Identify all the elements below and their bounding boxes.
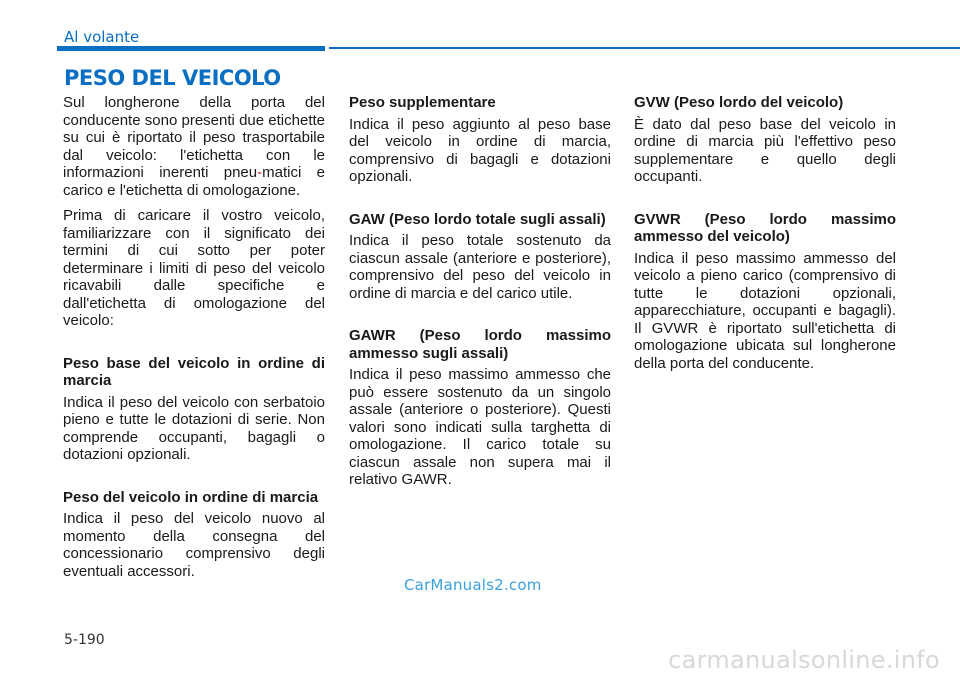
body-gawr: Indica il peso massimo ammesso che può essere sostenuto da un singolo assale (anteriore o posteriore). Questi valori sono indicati sulla targhetta di omologazione. Il carico totale su ciascun assale non supera mai il relativo GAWR. <box>349 366 611 488</box>
heading-gvw: GVW (Peso lordo del veicolo) <box>634 94 844 111</box>
heading-delivered-weight: Peso del veicolo in ordine di marcia <box>63 488 319 506</box>
intro-text-part-1: Sul longherone della porta del conducente sono presenti due etichette su cui è riportato il peso trasportabile dal veicolo: l'etichetta con le informazioni inerenti pneu <box>63 94 325 181</box>
intro-paragraph-1 <box>63 94 325 199</box>
header-rule-thick <box>57 46 325 51</box>
hyphen-mark: - <box>257 164 263 181</box>
header-rule-thin <box>329 47 960 49</box>
body-delivered-weight: Indica il peso del veicolo nuovo al momento della consegna del concessionario comprensivo degli eventuali accessori. <box>63 510 325 580</box>
watermark: CarManuals2.com <box>404 576 542 594</box>
body-curb-weight: Indica il peso del veicolo con serbatoio pieno e tutte le dotazioni di serie. Non comprende occupanti, bagagli o dotazioni opzionali. <box>63 393 325 463</box>
heading-gawr: GAWR (Peso lordo massimo ammesso sugli assali) <box>349 327 611 362</box>
spacer <box>349 310 611 327</box>
page-number: 5-190 <box>64 632 105 648</box>
text-column-2 <box>349 94 611 497</box>
body-cargo-weight: Indica il peso aggiunto al peso base del veicolo in ordine di marcia, comprensivo di bagagli e dotazioni opzionali. <box>349 115 611 185</box>
spacer <box>349 194 611 211</box>
heading-curb-weight: Peso base del veicolo in ordine di marcia <box>63 354 325 389</box>
text-column-1 <box>63 94 325 588</box>
body-gvw: È dato dal peso base del veicolo in ordine di marcia più l'effettivo peso supplementare e quello degli occupanti. <box>634 115 896 185</box>
footer-watermark: carmanualsonline.info <box>668 646 940 674</box>
heading-gvwr: GVWR (Peso lordo massimo ammesso del veicolo) <box>634 210 896 245</box>
section-label: Al volante <box>64 28 140 46</box>
body-gvwr: Indica il peso massimo ammesso del veicolo a pieno carico (comprensivo di tutte le dotazioni opzionali, apparecchiature, occupanti e bagagli). Il GVWR è riportato sull'etichetta di omologazione ubicata sul longherone della porta del conducente. <box>634 249 896 372</box>
spacer <box>63 472 325 489</box>
text-column-3 <box>634 94 896 380</box>
page-title: PESO DEL VEICOLO <box>64 66 281 90</box>
body-gaw: Indica il peso totale sostenuto da ciascun assale (anteriore e posteriore), comprensivo del peso del veicolo in ordine di marcia e del carico utile. <box>349 232 611 302</box>
intro-paragraph-2: Prima di caricare il vostro veicolo, familiarizzare con il significato dei termini di cui sotto per poter determinare i limiti di peso del veicolo ricavabili dalle specifiche e dall'etichetta di omologazione del veicolo: <box>63 207 325 329</box>
heading-gaw: GAW (Peso lordo totale sugli assali) <box>349 210 606 228</box>
intro-text-part-2: matici e carico e l'etichetta di omologazione. <box>63 164 325 199</box>
spacer <box>634 194 896 211</box>
heading-cargo-weight: Peso supplementare <box>349 94 496 111</box>
spacer <box>63 338 325 355</box>
